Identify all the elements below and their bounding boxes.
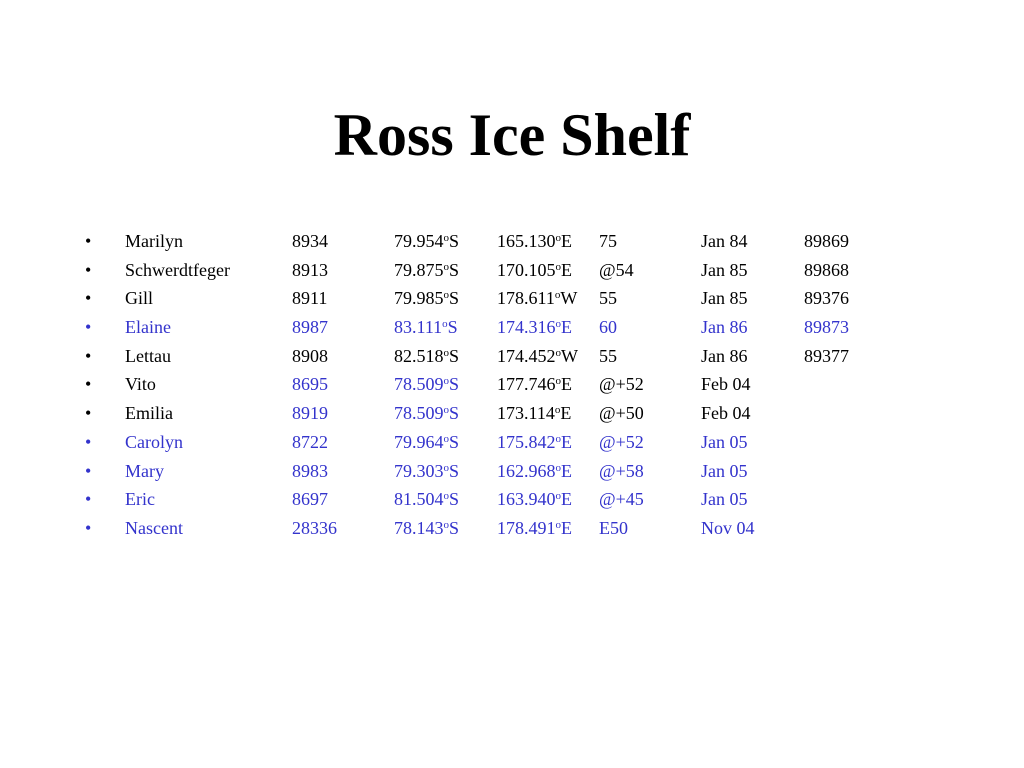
longitude-value: 165.130	[497, 231, 556, 251]
station-altitude: @54	[599, 259, 634, 280]
station-altitude: E50	[599, 517, 628, 538]
longitude-direction: E	[561, 259, 572, 280]
station-id: 8697	[292, 489, 328, 510]
degree-mark: o	[555, 461, 561, 474]
longitude-value: 178.611	[497, 288, 555, 309]
latitude-value: 79.303	[394, 460, 444, 481]
degree-mark: o	[443, 404, 449, 417]
station-name: Marilyn	[125, 231, 183, 251]
degree-mark: o	[443, 490, 449, 503]
station-name: Emilia	[125, 403, 173, 424]
bullet-icon: •	[85, 403, 92, 424]
latitude-value: 79.875	[394, 259, 444, 280]
degree-mark: o	[443, 289, 449, 302]
degree-mark: o	[555, 232, 561, 244]
station-id: 8908	[292, 345, 328, 366]
latitude-direction: S	[449, 403, 460, 424]
station-name: Schwerdtfeger	[125, 259, 230, 280]
station-date: Jan 85	[701, 259, 748, 280]
degree-mark: o	[443, 232, 449, 244]
station-id: 8919	[292, 403, 328, 424]
latitude-value: 81.504	[394, 489, 444, 510]
station-altitude: @+58	[599, 460, 644, 481]
latitude-value: 79.954	[394, 231, 444, 251]
station-latitude	[394, 342, 459, 371]
station-latitude	[394, 514, 459, 543]
longitude-direction: E	[561, 231, 572, 251]
station-altitude: 55	[599, 288, 617, 309]
station-number: 89873	[804, 317, 849, 338]
station-altitude: 60	[599, 317, 617, 338]
station-date: Jan 05	[701, 460, 748, 481]
latitude-value: 78.509	[394, 403, 444, 424]
station-altitude: @+45	[599, 489, 644, 510]
station-date: Jan 86	[701, 317, 748, 338]
degree-mark: o	[443, 346, 449, 359]
bullet-icon: •	[85, 288, 92, 309]
latitude-direction: S	[447, 317, 458, 338]
station-date: Jan 05	[701, 431, 748, 452]
station-longitude	[497, 227, 572, 256]
latitude-direction: S	[449, 345, 460, 366]
station-date: Jan 05	[701, 489, 748, 510]
station-id: 8983	[292, 460, 328, 481]
bullet-icon: •	[85, 431, 92, 452]
longitude-direction: E	[561, 374, 572, 395]
station-name: Gill	[125, 288, 154, 309]
longitude-value: 175.842	[497, 431, 556, 452]
station-longitude	[497, 399, 571, 428]
bullet-icon: •	[85, 517, 92, 538]
longitude-direction: E	[561, 317, 572, 338]
station-latitude	[394, 457, 459, 486]
station-name: Vito	[125, 374, 156, 395]
bullet-icon: •	[85, 374, 92, 395]
station-name: Nascent	[125, 517, 183, 538]
degree-mark: o	[555, 432, 561, 445]
station-longitude	[497, 342, 578, 371]
latitude-direction: S	[449, 288, 460, 309]
degree-mark: o	[555, 490, 561, 503]
latitude-direction: S	[449, 231, 460, 251]
latitude-value: 79.985	[394, 288, 444, 309]
degree-mark: o	[554, 289, 561, 302]
longitude-value: 173.114	[497, 403, 555, 424]
station-name: Lettau	[125, 345, 171, 366]
bullet-icon: •	[85, 489, 92, 510]
station-latitude	[394, 284, 459, 313]
station-number: 89377	[804, 345, 849, 366]
station-latitude	[394, 370, 459, 399]
degree-mark: o	[555, 346, 561, 359]
station-longitude	[497, 428, 572, 457]
bullet-icon: •	[85, 259, 92, 280]
latitude-direction: S	[449, 431, 460, 452]
station-latitude	[394, 313, 458, 342]
station-id: 8722	[292, 431, 328, 452]
bullet-icon: •	[85, 231, 92, 251]
station-number: 89869	[804, 231, 849, 251]
station-latitude	[394, 428, 459, 457]
latitude-direction: S	[449, 489, 460, 510]
latitude-direction: S	[449, 460, 460, 481]
station-name: Eric	[125, 489, 155, 510]
station-altitude: @+52	[599, 374, 644, 395]
longitude-direction: E	[560, 403, 572, 424]
station-altitude: 55	[599, 345, 617, 366]
station-date: Jan 84	[701, 231, 748, 251]
station-name: Carolyn	[125, 431, 183, 452]
longitude-value: 178.491	[497, 517, 556, 538]
station-longitude	[497, 370, 572, 399]
station-longitude	[497, 313, 572, 342]
degree-mark: o	[555, 318, 561, 331]
station-longitude	[497, 457, 572, 486]
station-id: 8934	[292, 231, 328, 251]
latitude-value: 83.111	[394, 317, 443, 338]
station-name: Mary	[125, 460, 164, 481]
station-name: Elaine	[125, 317, 171, 338]
longitude-value: 170.105	[497, 259, 556, 280]
degree-mark: o	[443, 375, 449, 388]
station-latitude	[394, 256, 459, 285]
latitude-value: 79.964	[394, 431, 444, 452]
latitude-value: 82.518	[394, 345, 444, 366]
longitude-value: 174.316	[497, 317, 556, 338]
degree-mark: o	[555, 260, 561, 273]
station-id: 8913	[292, 259, 328, 280]
longitude-direction: E	[561, 460, 572, 481]
latitude-value: 78.143	[394, 517, 444, 538]
station-longitude	[497, 514, 572, 543]
longitude-direction: W	[560, 288, 578, 309]
degree-mark: o	[443, 461, 449, 474]
degree-mark: o	[443, 260, 449, 273]
station-id: 8911	[292, 288, 328, 309]
station-latitude	[394, 485, 459, 514]
station-longitude	[497, 485, 572, 514]
degree-mark: o	[443, 518, 449, 531]
degree-mark: o	[555, 518, 561, 531]
longitude-value: 177.746	[497, 374, 556, 395]
longitude-direction: E	[561, 489, 572, 510]
bullet-icon: •	[85, 317, 92, 338]
station-date: Jan 86	[701, 345, 748, 366]
longitude-value: 163.940	[497, 489, 556, 510]
station-altitude: 75	[599, 231, 617, 251]
bullet-icon: •	[85, 460, 92, 481]
latitude-direction: S	[449, 259, 460, 280]
station-id: 28336	[292, 517, 337, 538]
station-longitude	[497, 284, 577, 313]
degree-mark: o	[443, 432, 449, 445]
station-number: 89868	[804, 259, 849, 280]
longitude-direction: W	[561, 345, 578, 366]
station-date: Nov 04	[701, 517, 755, 538]
station-date: Jan 85	[701, 288, 748, 309]
station-date: Feb 04	[701, 374, 751, 395]
station-number: 89376	[804, 288, 849, 309]
bullet-icon: •	[85, 345, 92, 366]
station-id: 8987	[292, 317, 328, 338]
station-latitude	[394, 399, 459, 428]
station-date: Feb 04	[701, 403, 751, 424]
latitude-direction: S	[449, 517, 460, 538]
longitude-value: 162.968	[497, 460, 556, 481]
station-id: 8695	[292, 374, 328, 395]
longitude-direction: E	[561, 517, 572, 538]
longitude-value: 174.452	[497, 345, 556, 366]
station-altitude: @+50	[599, 403, 644, 424]
degree-mark: o	[442, 318, 448, 331]
station-latitude	[394, 227, 459, 256]
station-altitude: @+52	[599, 431, 644, 452]
degree-mark: o	[554, 404, 561, 417]
latitude-value: 78.509	[394, 374, 444, 395]
latitude-direction: S	[449, 374, 460, 395]
longitude-direction: E	[561, 431, 572, 452]
station-longitude	[497, 256, 572, 285]
slide-title: Ross Ice Shelf	[333, 102, 691, 168]
degree-mark: o	[555, 375, 561, 388]
